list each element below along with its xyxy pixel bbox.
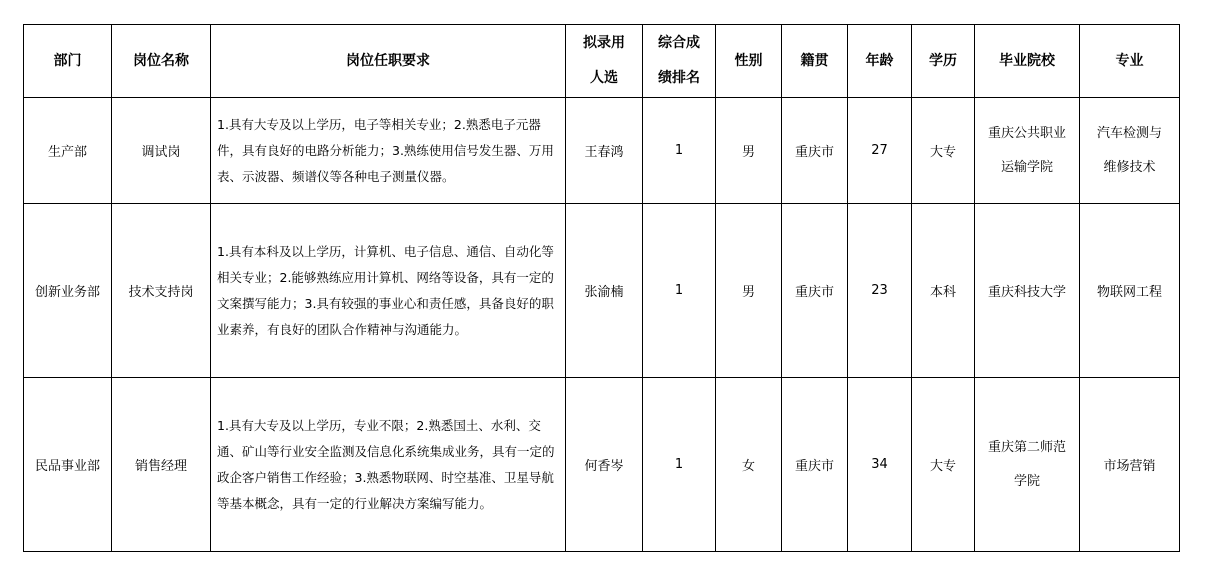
header-gender: 性别 — [716, 25, 782, 98]
cell-age: 23 — [848, 204, 912, 378]
cell-candidate: 张渝楠 — [566, 204, 643, 378]
cell-candidate: 何香岑 — [566, 378, 643, 552]
cell-school — [975, 378, 1080, 552]
header-rank — [643, 25, 716, 98]
cell-rank: 1 — [643, 98, 716, 204]
header-education: 学历 — [912, 25, 975, 98]
cell-major-line2: 维修技术 — [1103, 159, 1156, 175]
cell-major: 市场营销 — [1080, 378, 1180, 552]
cell-rank: 1 — [643, 204, 716, 378]
cell-position: 调试岗 — [112, 98, 211, 204]
cell-gender: 男 — [716, 98, 782, 204]
cell-school-line2: 学院 — [1013, 473, 1040, 489]
cell-school: 重庆科技大学 — [975, 204, 1080, 378]
cell-origin: 重庆市 — [782, 98, 848, 204]
cell-major-line1: 汽车检测与 — [1096, 125, 1162, 141]
header-position: 岗位名称 — [112, 25, 211, 98]
header-age: 年龄 — [848, 25, 912, 98]
header-rank-line2: 绩排名 — [658, 70, 700, 86]
cell-school — [975, 98, 1080, 204]
cell-rank: 1 — [643, 378, 716, 552]
cell-requirements: 1.具有本科及以上学历，计算机、电子信息、通信、自动化等相关专业；2.能够熟练应用计算机、网络等设备，具有一定的文案撰写能力；3.具有较强的事业心和责任感，具备良好的职业素养，有良好的团队合作精神与沟通能力。 — [211, 204, 566, 378]
recruitment-table — [23, 24, 1180, 552]
table-row — [24, 378, 1180, 552]
cell-education: 本科 — [912, 204, 975, 378]
cell-dept: 生产部 — [24, 98, 112, 204]
header-origin: 籍贯 — [782, 25, 848, 98]
cell-school-line1: 重庆公共职业 — [987, 125, 1066, 141]
cell-gender: 女 — [716, 378, 782, 552]
cell-age: 34 — [848, 378, 912, 552]
cell-school-line2: 运输学院 — [1000, 159, 1053, 175]
cell-origin: 重庆市 — [782, 378, 848, 552]
cell-age: 27 — [848, 98, 912, 204]
header-major: 专业 — [1080, 25, 1180, 98]
header-rank-line1: 综合成 — [658, 35, 700, 51]
cell-school-line1: 重庆第二师范 — [987, 439, 1066, 455]
cell-gender: 男 — [716, 204, 782, 378]
cell-position: 技术支持岗 — [112, 204, 211, 378]
header-school: 毕业院校 — [975, 25, 1080, 98]
header-row — [24, 25, 1180, 98]
cell-requirements: 1.具有大专及以上学历，电子等相关专业；2.熟悉电子元器件，具有良好的电路分析能力；3.熟练使用信号发生器、万用表、示波器、频谱仪等各种电子测量仪器。 — [211, 98, 566, 204]
header-candidate — [566, 25, 643, 98]
header-dept: 部门 — [24, 25, 112, 98]
cell-requirements: 1.具有大专及以上学历，专业不限；2.熟悉国土、水利、交通、矿山等行业安全监测及信息化系统集成业务，具有一定的政企客户销售工作经验；3.熟悉物联网、时空基准、卫星导航等基本概念，具有一定的行业解决方案编写能力。 — [211, 378, 566, 552]
header-candidate-line1: 拟录用 — [583, 35, 625, 51]
cell-education: 大专 — [912, 98, 975, 204]
cell-major — [1080, 98, 1180, 204]
cell-dept: 创新业务部 — [24, 204, 112, 378]
cell-candidate: 王春鸿 — [566, 98, 643, 204]
table-row — [24, 204, 1180, 378]
table-row — [24, 98, 1180, 204]
cell-origin: 重庆市 — [782, 204, 848, 378]
header-candidate-line2: 人选 — [590, 70, 618, 86]
cell-dept: 民品事业部 — [24, 378, 112, 552]
header-requirements: 岗位任职要求 — [211, 25, 566, 98]
cell-education: 大专 — [912, 378, 975, 552]
cell-major: 物联网工程 — [1080, 204, 1180, 378]
cell-position: 销售经理 — [112, 378, 211, 552]
